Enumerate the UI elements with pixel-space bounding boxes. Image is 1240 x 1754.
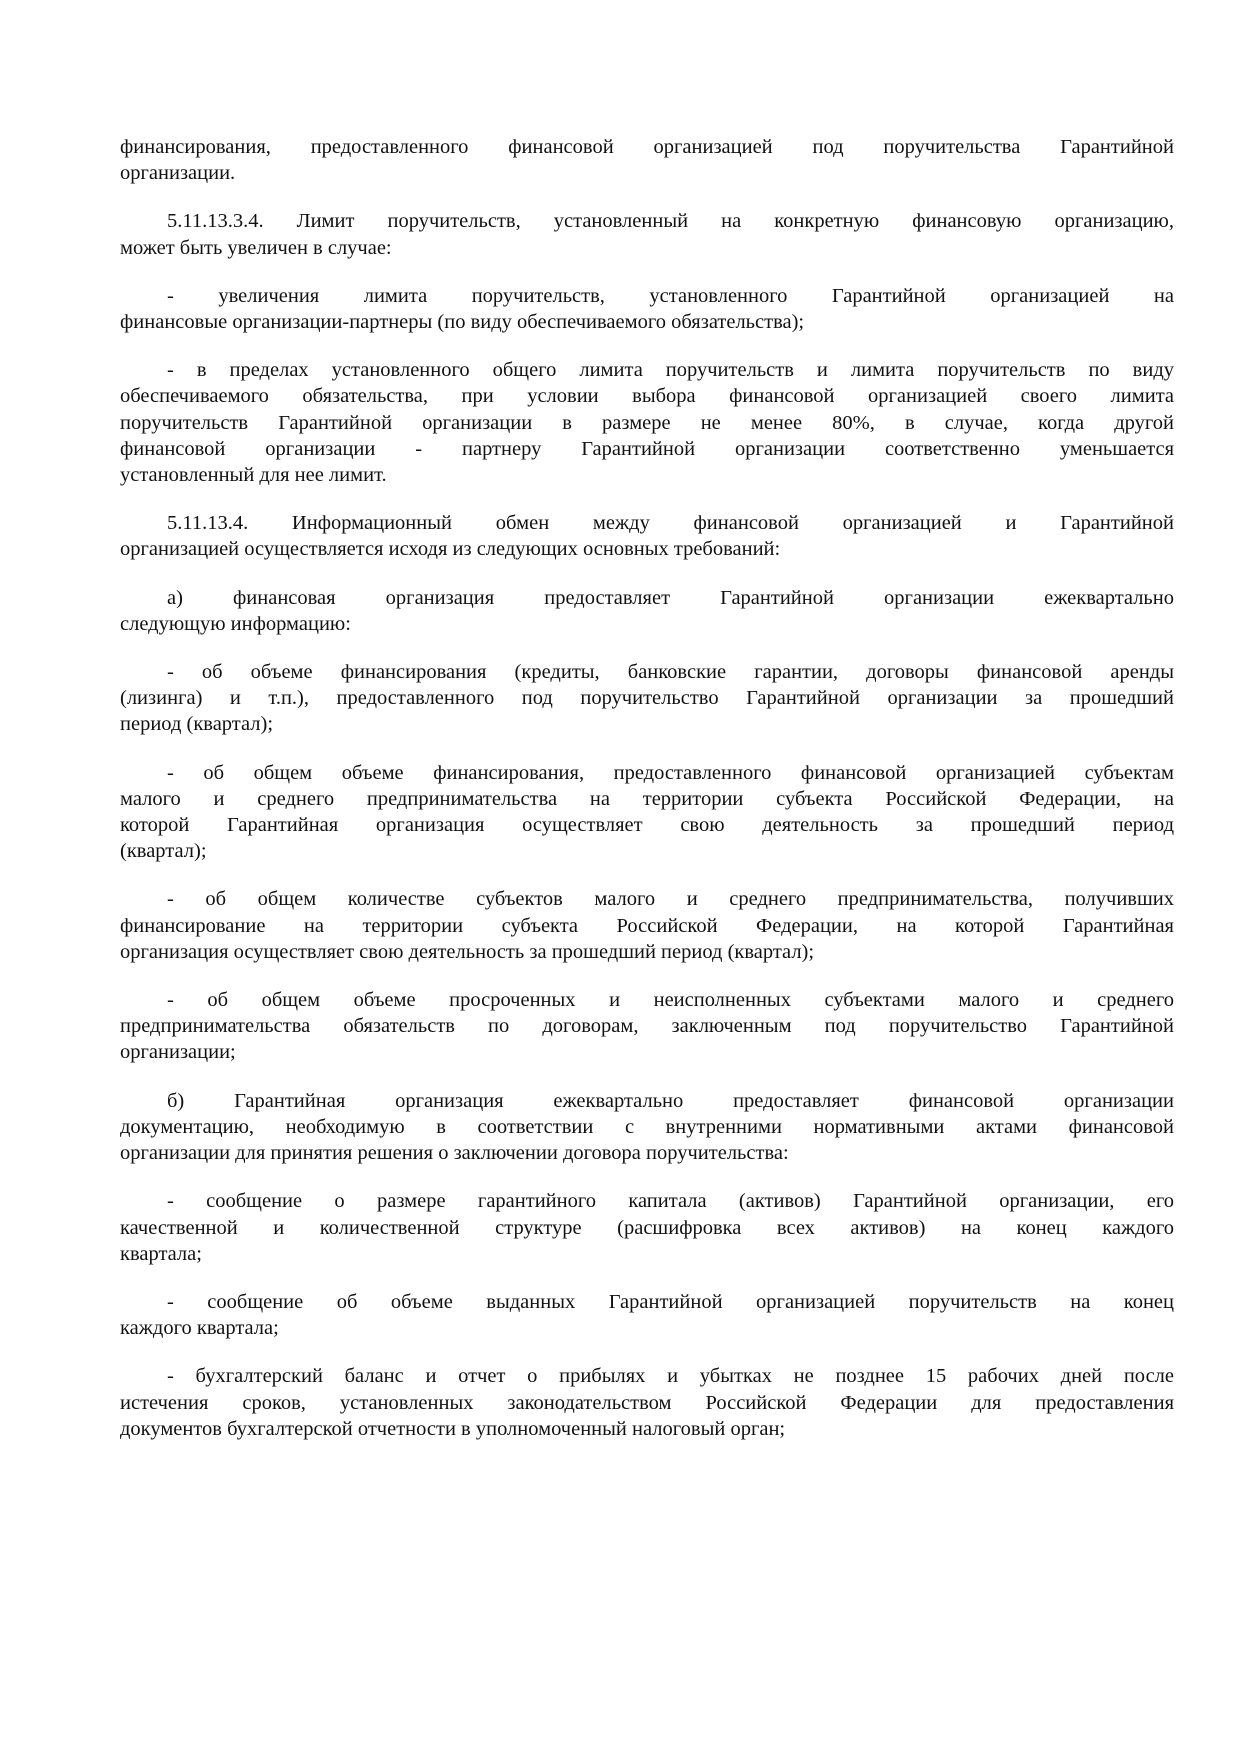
text-line: финансирования, предоставленного финансовой организацией под поручительства Гарантийной: [120, 136, 1174, 158]
text-line: - в пределах установленного общего лимита поручительств и лимита поручительств по виду: [167, 359, 1174, 382]
text-line: организация осуществляет свою деятельность за прошедший период (квартал);: [120, 940, 815, 963]
text-line: следующую информацию:: [120, 612, 351, 635]
text-line: - бухгалтерский баланс и отчет о прибылях и убытках не позднее 15 рабочих дней после: [167, 1365, 1174, 1388]
text-line: организацией осуществляется исходя из следующих основных требований:: [120, 538, 781, 561]
paragraph: [120, 585, 1174, 637]
text-line: малого и среднего предпринимательства на территории субъекта Российской Федерации, на: [120, 787, 1174, 810]
text-line: - об объеме финансирования (кредиты, банковские гарантии, договоры финансовой аренды: [167, 661, 1174, 684]
text-line: организации;: [120, 1041, 236, 1064]
text-line: 5.11.13.4. Информационный обмен между финансовой организацией и Гарантийной: [167, 512, 1174, 535]
paragraph: [120, 510, 1174, 562]
text-line: обеспечиваемого обязательства, при условии выбора финансовой организацией своего лимита: [120, 385, 1174, 408]
paragraph: [120, 1088, 1174, 1167]
text-line: установленный для нее лимит.: [120, 464, 387, 487]
text-line: которой Гарантийная организация осуществляет свою деятельность за прошедший период: [120, 814, 1174, 837]
text-line: каждого квартала;: [120, 1317, 279, 1340]
text-line: (квартал);: [120, 840, 207, 863]
paragraph: [120, 987, 1174, 1066]
paragraph: [120, 886, 1174, 965]
text-line: - сообщение об объеме выданных Гарантийной организацией поручительств на конец: [167, 1290, 1174, 1313]
text-line: а) финансовая организация предоставляет Гарантийной организации ежеквартально: [167, 586, 1174, 609]
text-line: истечения сроков, установленных законодательством Российской Федерации для предоставления: [120, 1391, 1174, 1414]
text-line: может быть увеличен в случае:: [120, 236, 392, 259]
paragraph: [120, 357, 1174, 488]
text-line: предпринимательства обязательств по договорам, заключенным под поручительство Гарантийной: [120, 1015, 1174, 1038]
paragraph: [120, 134, 1174, 186]
text-line: - об общем объеме финансирования, предоставленного финансовой организацией субъектам: [167, 761, 1174, 784]
paragraph: [120, 1363, 1174, 1442]
text-line: финансовой организации - партнеру Гарантийной организации соответственно уменьшается: [120, 437, 1174, 460]
text-line: финансирование на территории субъекта Российской Федерации, на которой Гарантийная: [120, 914, 1174, 937]
paragraph: [120, 760, 1174, 865]
text-line: б) Гарантийная организация ежеквартально предоставляет финансовой организации: [167, 1089, 1174, 1112]
text-line: документов бухгалтерской отчетности в уполномоченный налоговый орган;: [120, 1417, 786, 1440]
text-line: период (квартал);: [120, 713, 274, 736]
text-line: организации для принятия решения о заключении договора поручительства:: [120, 1142, 789, 1165]
text-line: - об общем объеме просроченных и неисполненных субъектами малого и среднего: [167, 989, 1174, 1012]
text-line: финансовые организации-партнеры (по виду обеспечиваемого обязательства);: [120, 311, 805, 334]
text-line: качественной и количественной структуре (расшифровка всех активов) на конец каждого: [120, 1216, 1174, 1239]
document-page: [120, 134, 1174, 1464]
text-line: - об общем количестве субъектов малого и среднего предпринимательства, получивших: [167, 888, 1174, 911]
text-line: квартала;: [120, 1242, 202, 1265]
paragraph: [120, 1289, 1174, 1341]
text-line: 5.11.13.3.4. Лимит поручительств, установленный на конкретную финансовую организацию,: [167, 210, 1174, 233]
text-line: - увеличения лимита поручительств, установленного Гарантийной организацией на: [167, 284, 1174, 307]
text-line: организации.: [120, 162, 236, 185]
text-line: - сообщение о размере гарантийного капитала (активов) Гарантийной организации, его: [167, 1190, 1174, 1213]
paragraph: [120, 659, 1174, 738]
text-line: поручительств Гарантийной организации в размере не менее 80%, в случае, когда другой: [120, 411, 1174, 434]
text-line: (лизинга) и т.п.), предоставленного под поручительство Гарантийной организации за прошедший: [120, 687, 1174, 710]
paragraph: [120, 283, 1174, 335]
paragraph: [120, 1188, 1174, 1267]
text-line: документацию, необходимую в соответствии с внутренними нормативными актами финансовой: [120, 1115, 1174, 1138]
paragraph: [120, 208, 1174, 260]
